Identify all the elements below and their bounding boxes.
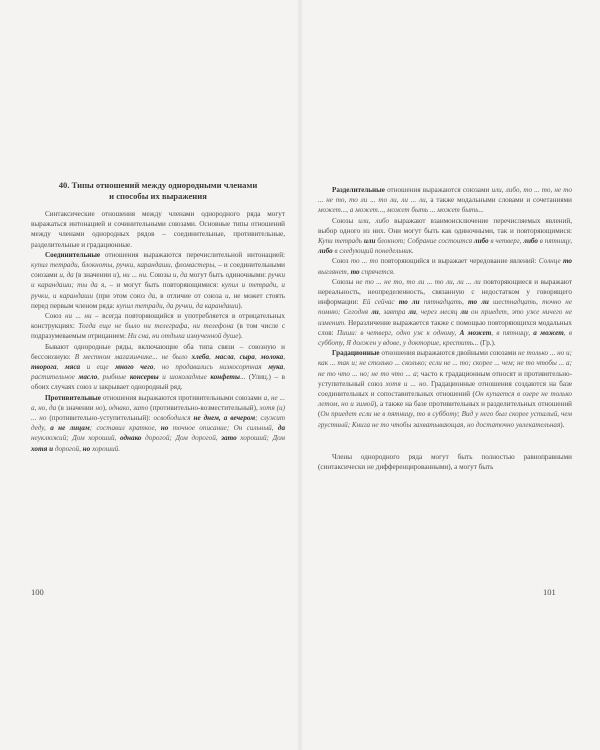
right-text-column xyxy=(318,185,572,472)
paragraph-ni-ni: Союз ни ... ни – всегда повторяющийся и употребляется в отрицательных конструкциях: Тогда еще не было ни телеграфа, ни телефона (в том числе с подразумеваемым отрицанием: Ни сна, ни отдыха измученной душе). xyxy=(31,312,285,341)
page-left xyxy=(0,0,297,750)
page-number-left: 100 xyxy=(31,587,44,597)
heading-line-1: 40. Типы отношений между однородными членами xyxy=(58,180,258,190)
paragraph-mixed-rows: Бывают однородные ряды, включающие оба типа связи – союзную и бессоюзную: В местном магазинчике... не было хлеба, масла, сыра, молока, творога, мяса и еще много чего, но продавались низкосортная мука, растительное масло, рыбные консервы и шоколадные конфеты... (Улиц.) – в обоих случаях союз и закрывает однородный ряд. xyxy=(31,342,285,392)
paragraph-ili-libo: Союзы или, либо выражают взаимоисключение перечисляемых явлений, выбор одного из них. Они могут быть как одиночными, так и повторяющимися: Купи тетрадь или блокнот; Собрание состоится либо в четверг, либо в пятницу, либо в следующий понедельник. xyxy=(318,216,572,256)
paragraph-adversative: Противительные отношения выражаются противительными союзами а, не ... а, но, да (в значении но), однако, зато (противительно-возместительный), хотя (и) ... но (противительно-уступительный): освободился не днем, а вечером; служит деду, а не лицам; составил краткое, но точное описание; Он сильный, да неуклюжий; Дом хороший, однако дорогой; Дом дорогой, зато хороший; Дом хотя и дорогой, но хороший. xyxy=(31,393,286,453)
heading-line-2: и способы их выражения xyxy=(109,191,207,201)
paragraph-connective: Соединительные отношения выражаются перечислительной интонацией: купил тетради, блокноты, ручки, карандаши, фломастеры, – и соединительными союзами и, да (в значении и), ни ... ни. Союзы и, да могут быть одиночными: ручки и карандаши; ты да я, – и могут быть повторяющимися: купил и тетради, и ручки, и карандаши (при этом союз да, в отличие от союза и, не может стоять перед первым членом ряда: купил тетради, да ручки, да карандаши). xyxy=(31,250,286,310)
paragraph-closing: Члены однородного ряда могут быть полностью равноправными (синтаксически не дифференцированными), а могут быть xyxy=(318,452,572,472)
section-heading xyxy=(31,180,285,202)
paragraph-uncertainty: Союзы не то ... не то, то ли ... то ли, ли ... ли повторяющиеся и выражают нереальность, неопределенность, связанную с недостатком у говорящего информации: Ей сейчас то ли пятнадцать, то ли шестнадцать, точно не помню; Сегодня ли, завтра ли, через месяц ли он приедет, это уже ничего не изменит. Неразличение выражается также с помощью повторяющихся модальных слов: Пиши: в четверг, одно уж к одному, А может, в пятницу, а может, в субботу, Я должен у вдове, у докторше, крестить... (Гр.). xyxy=(318,277,573,348)
paragraph-gradational: Градационные отношения выражаются двойными союзами не только ... но и; как ... так и; не столько ... сколько; если не ... то; скорее ... чем; не то чтобы ... а; не то что ... но; не то что ... а; часто к градационным относят и противительно-уступительный союз хотя и ... но. Градационные отношения создаются на базе соединительных и сопоставительных отношений (Он купается в озере не только летом, но и зимой), а также на базе противительных и разделительных отношений (Он приедет если не в пятницу, то в субботу; Вид у него был скорее усталый, чем грустный; Книга не то чтобы захватывающая, но достаточно увлекательная). xyxy=(318,349,573,429)
left-text-column xyxy=(31,180,285,454)
paragraph-intro: Синтаксические отношения между членами однородного ряда могут выражаться интонацией и сочинительными союзами. Основные типы отношений между членами однородных рядов – соединительные, противительные, разделительные и градационные. xyxy=(31,210,285,249)
page-number-right: 101 xyxy=(543,587,556,597)
paragraph-to-to: Союз то ... то повторяющийся и выражает чередование явлений: Солнце то выглянет, то спрячется. xyxy=(318,257,572,276)
page-right xyxy=(303,0,600,750)
paragraph-disjunctive: Разделительные отношения выражаются союзами или, либо, то ... то, не то ... не то, то ли ... то ли, ли ... ли, а также модальными словами и сочетаниями может..., а может..., может быть ... может быть... xyxy=(318,186,572,215)
